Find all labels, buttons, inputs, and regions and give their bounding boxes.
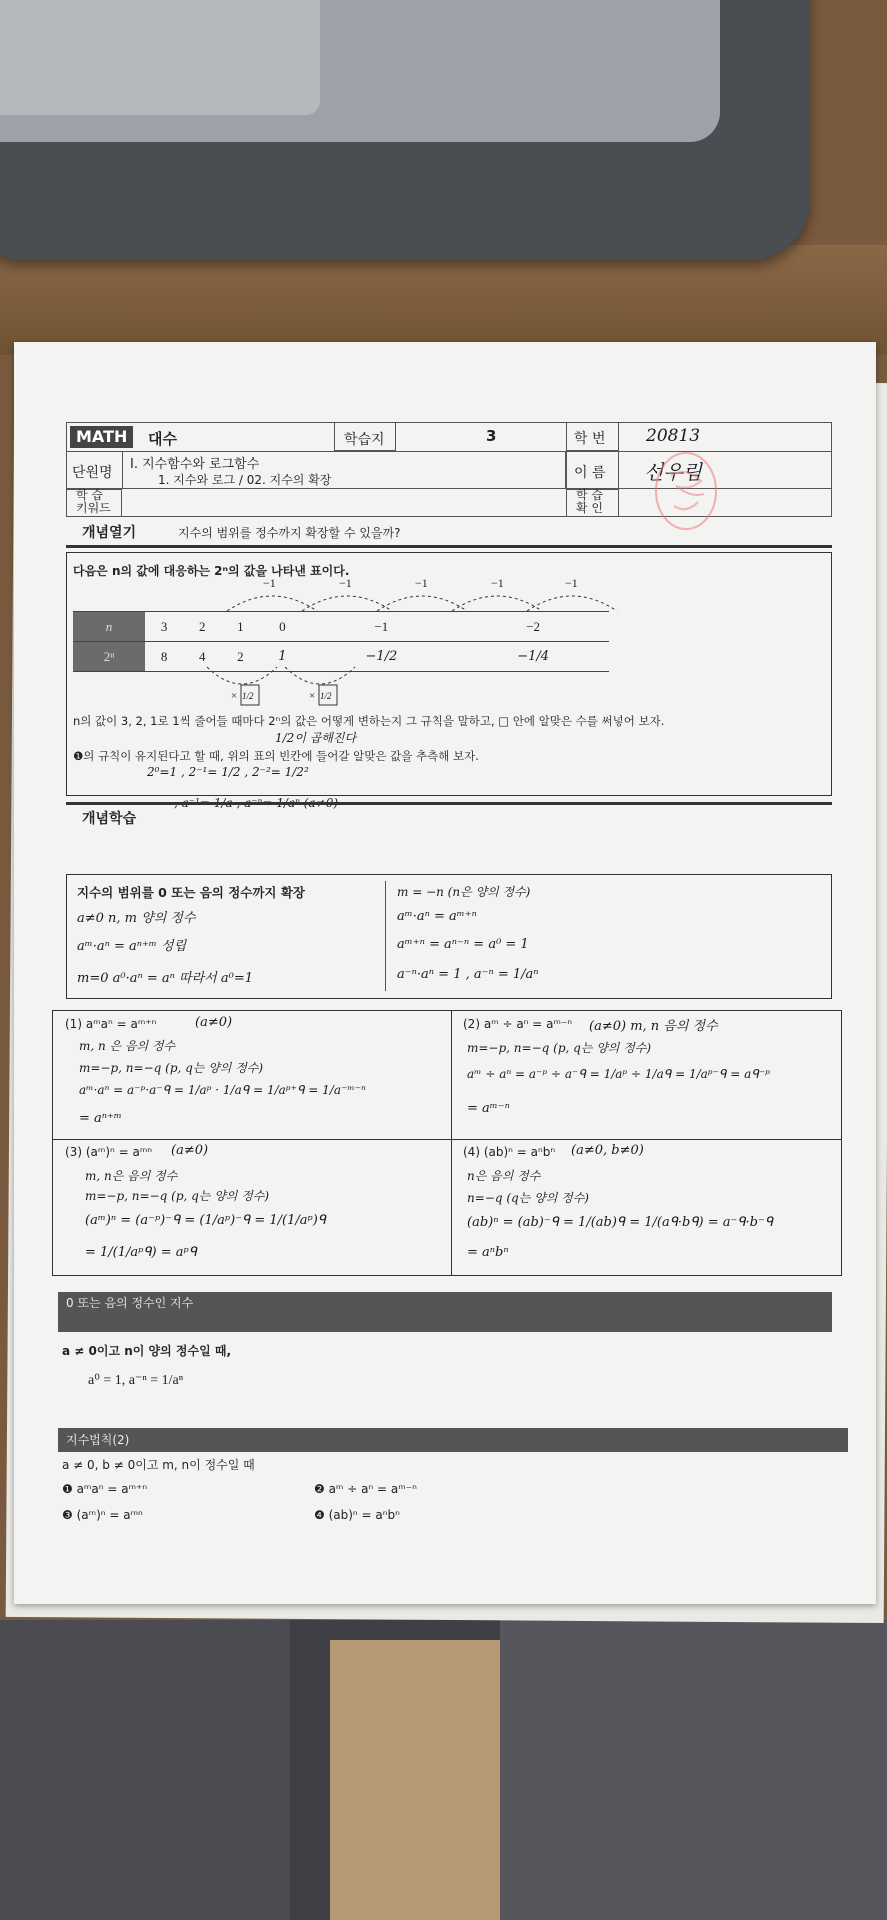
row-n-label: n (73, 612, 145, 642)
proof-2-head: (2) aᵐ ÷ aⁿ = aᵐ⁻ⁿ (463, 1017, 573, 1031)
intro-question: 지수의 범위를 정수까지 확장할 수 있을까? (178, 526, 401, 540)
concept-right-line: m = −n (n은 양의 정수) (397, 885, 531, 899)
question-2: ❶의 규칙이 유지된다고 할 때, 위의 표의 빈칸에 들어갈 알맞은 값을 추측해 보자. (73, 749, 479, 763)
concept-box-title: 지수의 범위를 0 또는 음의 정수까지 확장 (77, 885, 306, 900)
concept-left-line: m=0 a⁰·aⁿ = aⁿ 따라서 a⁰=1 (77, 971, 253, 986)
student-number-value: 20813 (646, 426, 701, 446)
concept-right-line: a⁻ⁿ·aⁿ = 1 , a⁻ⁿ = 1/aⁿ (397, 967, 539, 982)
times-sign-1: × (231, 690, 238, 702)
intro-box (66, 552, 832, 796)
touchpad (0, 0, 320, 115)
proof-1-line: m=−p, n=−q (p, q는 양의 정수) (79, 1061, 264, 1075)
proof-4-condition: (a≠0, b≠0) (571, 1143, 644, 1158)
pow-cell: 8 (160, 648, 168, 664)
concept-box (66, 874, 832, 999)
row-2n-label: 2ⁿ (73, 642, 145, 672)
law-rule-4: ❹ (ab)ⁿ = aⁿbⁿ (314, 1508, 400, 1522)
arc-label-5: −1 (565, 576, 578, 590)
desk-surface (0, 245, 887, 355)
multiply-annotations (197, 665, 397, 707)
pow-cell-handwritten: −1/4 (517, 649, 550, 664)
n-cell: 1 (237, 618, 244, 634)
worksheet-label: 학습지 (344, 432, 385, 448)
student-name: 선우림 (644, 460, 702, 484)
unit-main: I. 지수함수와 로그함수 (130, 457, 260, 472)
right-leg (500, 1620, 887, 1920)
box-answer-2: 1/2 (320, 691, 332, 701)
n-cell: 2 (198, 618, 206, 634)
law-rule-3: ❸ (aᵐ)ⁿ = aᵐⁿ (62, 1508, 143, 1522)
concept-right-line: aᵐ·aⁿ = aᵐ⁺ⁿ (397, 909, 477, 924)
chair-seat (330, 1640, 510, 1920)
math-logo: MATH (70, 426, 133, 448)
check-label: 학 습 확 인 (576, 488, 603, 515)
subject-name: 대수 (148, 430, 177, 448)
unit-sub: 1. 지수와 로그 / 02. 지수의 확장 (158, 473, 332, 487)
n-power-table (73, 611, 609, 672)
left-leg (0, 1620, 290, 1920)
concept-left-line: a≠0 n, m 양의 정수 (77, 911, 196, 926)
laptop (0, 0, 810, 260)
law-rule-2: ❷ aᵐ ÷ aⁿ = aᵐ⁻ⁿ (314, 1482, 417, 1496)
proof-2-condition: (a≠0) m, n 음의 정수 (589, 1019, 718, 1034)
proof-3-line: (aᵐ)ⁿ = (a⁻ᵖ)⁻ᑫ = (1/aᵖ)⁻ᑫ = 1/(1/aᵖ)ᑫ (85, 1213, 326, 1228)
arc-label-1: −1 (263, 576, 276, 590)
question-2-answer-line1: 2⁰=1 , 2⁻¹= 1/2 , 2⁻²= 1/2² (147, 765, 309, 779)
proof-1-condition: (a≠0) (195, 1015, 233, 1030)
proof-4-line: (ab)ⁿ = (ab)⁻ᑫ = 1/(ab)ᑫ = 1/(aᑫ·bᑫ) = a⁻ᑫ·b⁻ᑫ (467, 1215, 774, 1230)
proof-4-head: (4) (ab)ⁿ = aⁿbⁿ (463, 1145, 556, 1159)
n-cell: −2 (526, 618, 541, 634)
name-label: 이 름 (574, 465, 606, 481)
pow-cell: 4 (198, 648, 206, 664)
n-cell: 0 (279, 618, 286, 634)
concept-title-underline (66, 802, 832, 805)
summary-bar-1: 0 또는 음의 정수인 지수 (58, 1292, 832, 1332)
unit-label: 단원명 (72, 465, 113, 481)
n-cell: 3 (160, 618, 168, 634)
intro-title-underline (66, 545, 832, 548)
intro-title: 개념열기 (82, 525, 137, 541)
teacher-stamp (646, 446, 726, 536)
worksheet-page (14, 342, 876, 1604)
proof-3-head: (3) (aᵐ)ⁿ = aᵐⁿ (65, 1145, 153, 1159)
summary-condition-2: a ≠ 0, b ≠ 0이고 m, n이 정수일 때 (62, 1458, 255, 1472)
arc-label-4: −1 (491, 576, 504, 590)
proof-grid (52, 1010, 842, 1276)
student-number-label: 학 번 (574, 431, 606, 447)
proof-3-condition: (a≠0) (171, 1143, 209, 1158)
proof-2-line: aᵐ ÷ aⁿ = a⁻ᵖ ÷ a⁻ᑫ = 1/aᵖ ÷ 1/aᑫ = 1/aᵖ⁻ᑫ = aᑫ⁻ᵖ (467, 1067, 770, 1081)
arc-label-3: −1 (415, 576, 428, 590)
summary-condition-1: a ≠ 0이고 n이 양의 정수일 때, (62, 1344, 231, 1358)
header-table (66, 422, 832, 517)
proof-3-line: = 1/(1/aᵖᑫ) = aᵖᑫ (85, 1245, 197, 1260)
law-rule-1: ❶ aᵐaⁿ = aᵐ⁺ⁿ (62, 1482, 148, 1496)
question-1: n의 값이 3, 2, 1로 1씩 줄어들 때마다 2ⁿ의 값은 어떻게 변하는지 그 규칙을 말하고, □ 안에 알맞은 수를 써넣어 보자. (73, 714, 665, 728)
arc-annotations (127, 575, 687, 615)
times-sign-2: × (309, 690, 316, 702)
pow-cell: 2 (237, 648, 244, 664)
n-cell: −1 (374, 618, 389, 634)
proof-4-line: = aⁿbⁿ (467, 1245, 509, 1260)
summary-bar-2: 지수법칙(2) (58, 1428, 848, 1452)
proof-1-line: aᵐ·aⁿ = a⁻ᵖ·a⁻ᑫ = 1/aᵖ · 1/aᑫ = 1/aᵖ⁺ᑫ = 1/a⁻ᵐ⁻ⁿ (79, 1083, 366, 1097)
question-1-answer: 1/2이 곱해진다 (275, 731, 357, 745)
table-caption: 다음은 n의 값에 대응하는 2ⁿ의 값을 나타낸 표이다. (73, 564, 350, 578)
keyword-label: 학 습 키워드 (76, 488, 111, 515)
proof-4-line: n=−q (q는 양의 정수) (467, 1191, 589, 1205)
proof-2-line: m=−p, n=−q (p, q는 양의 정수) (467, 1041, 652, 1055)
concept-left-line: aᵐ·aⁿ = aⁿ⁺ᵐ 성립 (77, 939, 187, 954)
box-answer-1: 1/2 (242, 691, 254, 701)
arc-label-2: −1 (339, 576, 352, 590)
pow-cell-handwritten: 1 (278, 649, 287, 664)
concept-right-line: aᵐ⁺ⁿ = aⁿ⁻ⁿ = a⁰ = 1 (397, 937, 529, 952)
proof-3-line: m=−p, n=−q (p, q는 양의 정수) (85, 1189, 270, 1203)
proof-1-line: m, n 은 음의 정수 (79, 1039, 176, 1053)
proof-2-line: = aᵐ⁻ⁿ (467, 1101, 510, 1116)
worksheet-number: 3 (486, 427, 497, 445)
proof-1-line: = aⁿ⁺ᵐ (79, 1111, 122, 1126)
proof-1-head: (1) aᵐaⁿ = aᵐ⁺ⁿ (65, 1017, 157, 1031)
proof-3-line: m, n은 음의 정수 (85, 1169, 178, 1183)
table-row-n (73, 612, 609, 642)
concept-title: 개념학습 (82, 811, 137, 827)
proof-4-line: n은 음의 정수 (467, 1169, 541, 1183)
summary-formula-1: a⁰ = 1, a⁻ⁿ = 1/aⁿ (88, 1373, 184, 1388)
pow-cell-handwritten: −1/2 (365, 649, 398, 664)
